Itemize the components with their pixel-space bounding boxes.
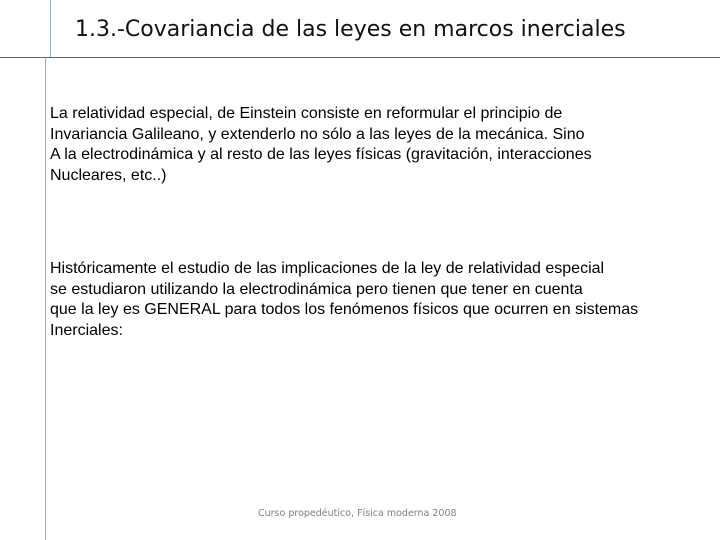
title-left-divider — [50, 0, 51, 57]
paragraph-line: se estudiaron utilizando la electrodinámica pero tienen que tener en cuenta — [50, 280, 583, 298]
paragraph-line: que la ley es GENERAL para todos los fenómenos físicos que ocurren en sistemas — [50, 301, 639, 318]
paragraph-einstein — [50, 104, 592, 186]
paragraph-line: Históricamente el estudio de las implicaciones de la ley de relatividad especial — [50, 260, 605, 277]
paragraph-line: A la electrodinámica y al resto de las leyes físicas (gravitación, interacciones — [50, 146, 592, 163]
title-divider — [0, 57, 720, 58]
slide-title: 1.3.-Covariancia de las leyes en marcos inerciales — [75, 17, 626, 42]
paragraph-line: Nucleares, etc..) — [50, 166, 167, 184]
slide-footer: Curso propedéutico, Física moderna 2008 — [258, 508, 457, 519]
paragraph-history — [50, 259, 638, 341]
paragraph-line: Invariancia Galileano, y extenderlo no sólo a las leyes de la mecánica. Sino — [50, 125, 585, 143]
paragraph-line: La relatividad especial, de Einstein consiste en reformular el principio de — [50, 105, 563, 122]
left-margin-divider — [45, 57, 46, 540]
paragraph-line: Inerciales: — [50, 321, 123, 339]
